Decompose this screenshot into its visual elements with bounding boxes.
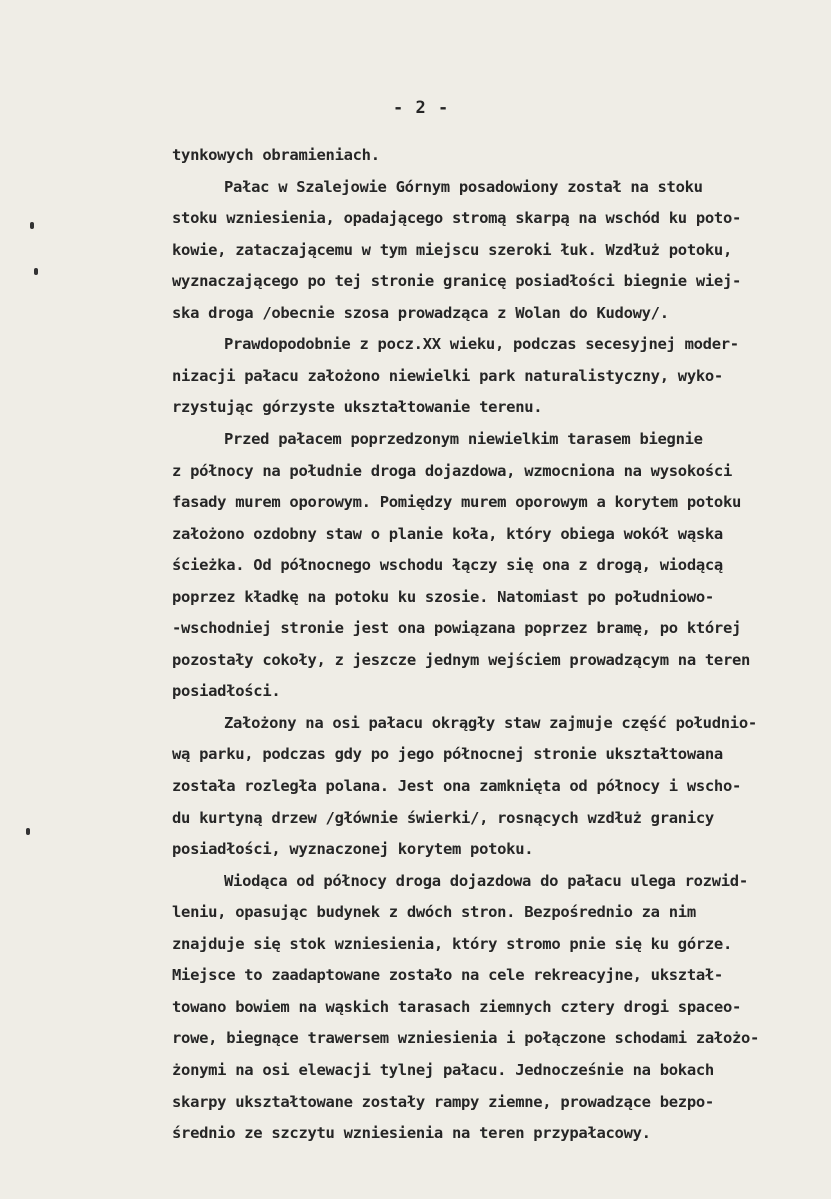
text-line: Przed pałacem poprzedzonym niewielkim tarasem biegnie: [224, 429, 703, 448]
page-number: - 2 -: [393, 98, 450, 118]
text-line: towano bowiem na wąskich tarasach ziemnych cztery drogi spaceo-: [172, 997, 742, 1016]
text-line: Założony na osi pałacu okrągły staw zajmuje część południo-: [224, 713, 757, 732]
text-line: średnio ze szczytu wzniesienia na teren przypałacowy.: [172, 1124, 651, 1143]
text-line: Prawdopodobnie z pocz.XX wieku, podczas secesyjnej moder-: [224, 335, 739, 354]
text-line: leniu, opasując budynek z dwóch stron. Bezpośrednio za nim: [172, 903, 696, 922]
text-line: założono ozdobny staw o planie koła, który obiega wokół wąska: [172, 524, 723, 543]
text-line: nizacji pałacu założono niewielki park naturalistyczny, wyko-: [172, 366, 723, 385]
text-line: stoku wzniesienia, opadającego stromą skarpą na wschód ku poto-: [172, 209, 742, 228]
text-line: wą parku, podczas gdy po jego północnej stronie ukształtowana: [172, 745, 723, 764]
text-line: żonymi na osi elewacji tylnej pałacu. Jednocześnie na bokach: [172, 1060, 714, 1079]
text-line: du kurtyną drzew /głównie świerki/, rosnących wzdłuż granicy: [172, 808, 714, 827]
text-line: pozostały cokoły, z jeszcze jednym wejściem prowadzącym na teren: [172, 650, 751, 669]
text-line: fasady murem oporowym. Pomiędzy murem oporowym a korytem potoku: [172, 493, 742, 512]
text-line: posiadłości.: [172, 682, 281, 701]
text-line: ścieżka. Od północnego wschodu łączy się ona z drogą, wiodącą: [172, 556, 723, 575]
text-line: poprzez kładkę na potoku ku szosie. Natomiast po południowo-: [172, 587, 714, 606]
text-line: wyznaczającego po tej stronie granicę posiadłości biegnie wiej-: [172, 272, 742, 291]
text-line: skarpy ukształtowane zostały rampy ziemne, prowadzące bezpo-: [172, 1092, 714, 1111]
text-line: znajduje się stok wzniesienia, który stromo pnie się ku górze.: [172, 934, 732, 953]
text-line: ska droga /obecnie szosa prowadząca z Wolan do Kudowy/.: [172, 303, 669, 322]
text-line: rzystując górzyste ukształtowanie terenu.: [172, 398, 543, 417]
text-line: -wschodniej stronie jest ona powiązana poprzez bramę, po której: [172, 619, 742, 638]
text-line: została rozległa polana. Jest ona zamknięta od północy i wscho-: [172, 777, 742, 795]
text-line: rowe, biegnące trawersem wzniesienia i połączone schodami założo-: [172, 1029, 760, 1048]
text-line: kowie, zataczającemu w tym miejscu szeroki łuk. Wzdłuż potoku,: [172, 240, 732, 259]
margin-mark: [30, 222, 34, 229]
margin-mark: [34, 268, 38, 275]
text-line: tynkowych obramieniach.: [172, 146, 380, 164]
margin-mark: [26, 828, 30, 835]
text-line: z północy na południe droga dojazdowa, wzmocniona na wysokości: [172, 461, 732, 480]
text-line: Miejsce to zaadaptowane zostało na cele rekreacyjne, ukształ-: [172, 966, 723, 985]
text-line: posiadłości, wyznaczonej korytem potoku.: [172, 840, 534, 859]
text-line: Wiodąca od północy droga dojazdowa do pałacu ulega rozwid-: [224, 871, 748, 890]
text-line: Pałac w Szalejowie Górnym posadowiony został na stoku: [224, 177, 703, 196]
